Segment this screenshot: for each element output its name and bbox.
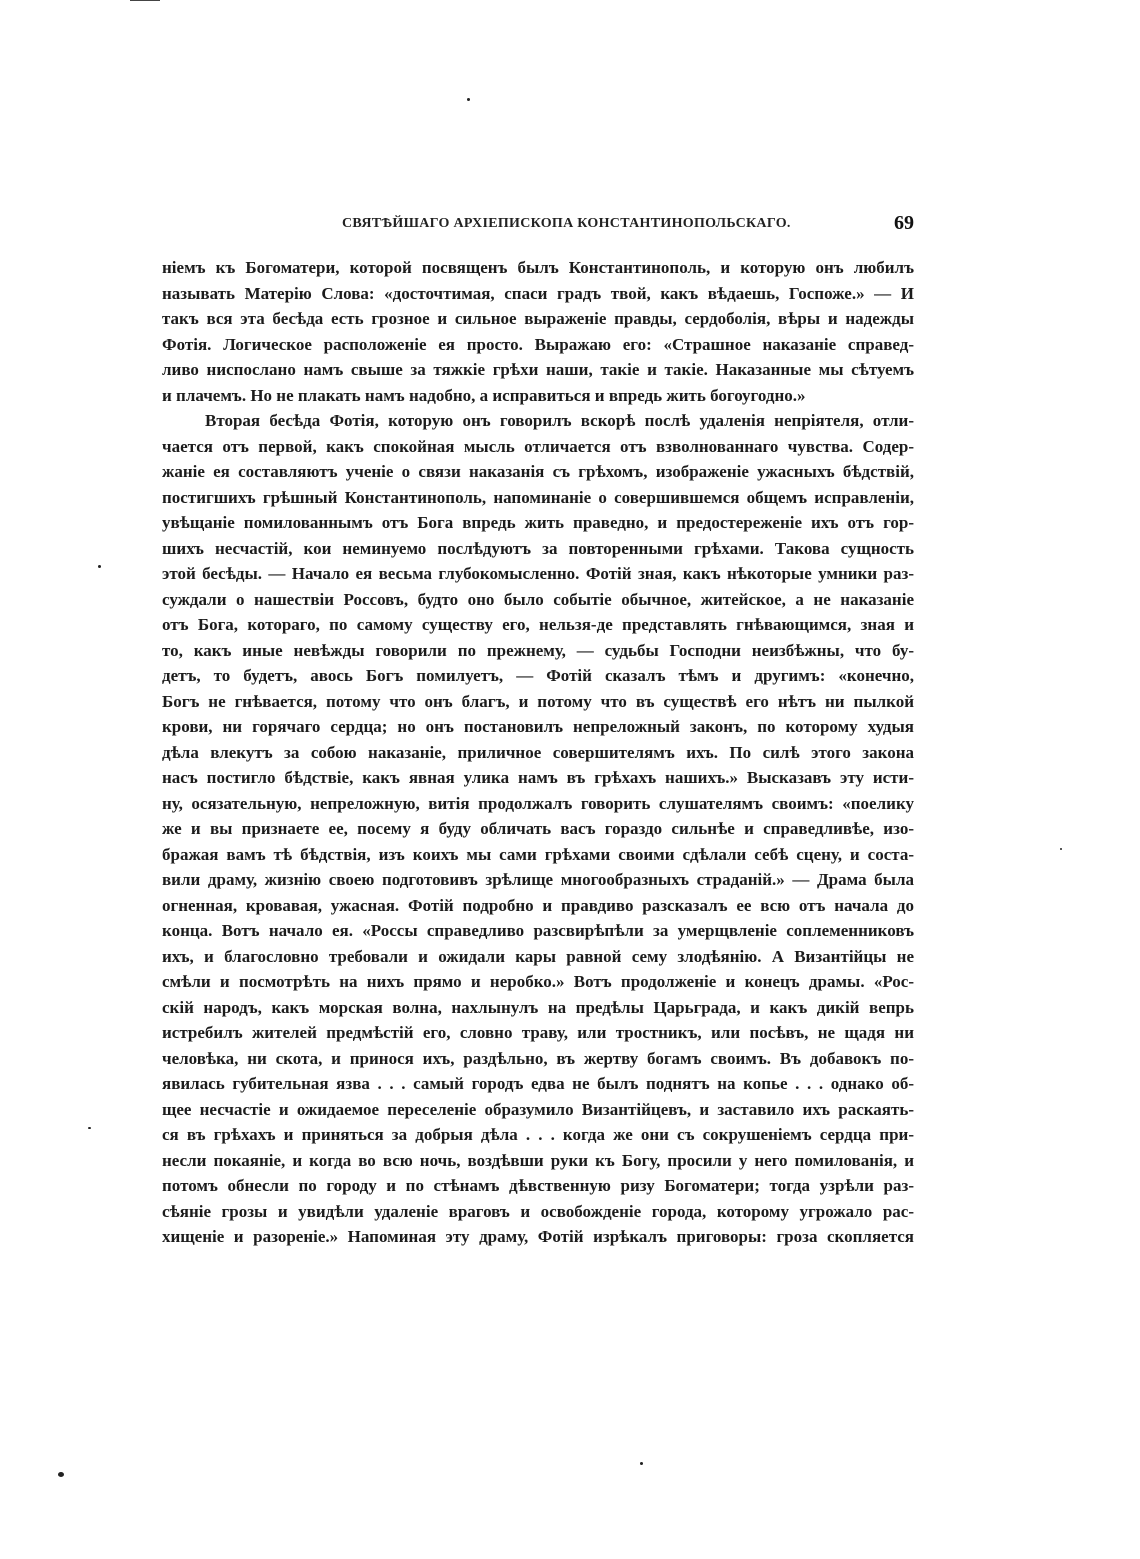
text-line: же и вы признаете ее, посему я буду обличать васъ гораздо сильнѣе и справедливѣе, изо- [162, 819, 914, 838]
text-line: то, какъ иные невѣжды говорили по прежнему, — судьбы Господни неизбѣжны, что бу- [162, 640, 914, 660]
text-line: Богъ не гнѣвается, потому что онъ благъ, и потому что въ существѣ его нѣтъ ни пылкой [162, 691, 914, 711]
text-line: щее несчастіе и ожидаемое переселеніе образумило Византійцевъ, и заставило ихъ раскаять- [162, 1099, 914, 1119]
text-line: бражая вамъ тѣ бѣдствія, изъ коихъ мы сами грѣхами своими сдѣлали себѣ сцену, и соста- [162, 844, 914, 864]
text-line: дѣла влекутъ за собою наказаніе, приличное совершителямъ ихъ. По силѣ этого закона [162, 742, 914, 762]
text-line: ихъ, и благословно требовали и ожидали кары равной сему злодѣянію. А Византійцы не [162, 946, 914, 966]
text-line: и плачемъ. Но не плакать намъ надобно, а исправиться и впредь жить богоугодно.» [162, 385, 806, 405]
page-header [162, 212, 914, 238]
text-line: ся въ грѣхахъ и приняться за добрыя дѣла . . . когда же они съ сокрушеніемъ сердца при- [162, 1125, 914, 1144]
text-line: отъ Бога, котораго, по самому существу его, нельзя-де представлять гнѣвающимся, зная и [162, 615, 914, 634]
text-line: называть Матерію Слова: «досточтимая, спаси градъ твой, какъ вѣдаешь, Госпоже.» — И [162, 283, 914, 303]
text-line: такъ вся эта бесѣда есть грозное и сильное выраженіе правды, сердоболія, вѣры и надежды [162, 309, 914, 328]
text-line: вили драму, жизнію своею подготовивъ зрѣлище многообразныхъ страданій.» — Драма была [162, 870, 914, 889]
scan-artifact-rule [130, 0, 160, 1]
text-line: конца. Вотъ начало ея. «Россы справедливо разсвирѣпѣли за умерщвленіе соплеменниковъ [162, 921, 914, 940]
text-line: смѣли и посмотрѣть на нихъ прямо и неробко.» Вотъ продолженіе и конецъ драмы. «Рос- [162, 972, 914, 991]
body-text [162, 255, 914, 1250]
scan-speck [467, 98, 470, 101]
text-line: Фотія. Логическое расположеніе ея просто. Выражаю его: «Страшное наказаніе справед- [162, 334, 914, 354]
text-line: насъ постигло бѣдствіе, какъ явная улика намъ въ грѣхахъ нашихъ.» Высказавъ эту исти- [162, 768, 914, 787]
running-title: СВЯТѢЙШАГО АРХІЕПИСКОПА КОНСТАНТИНОПОЛЬСКАГО. [342, 216, 791, 231]
text-line: детъ, то будетъ, авось Богъ помилуетъ, — Фотій сказалъ тѣмъ и другимъ: «конечно, [162, 666, 914, 685]
text-line: суждали о нашествіи Россовъ, будто оно было событіе обычное, житейское, а не наказаніе [162, 589, 914, 609]
text-line: крови, ни горячаго сердца; но онъ постановилъ непреложный законъ, по которому худыя [162, 717, 914, 736]
text-line: несли покаяніе, и когда во всю ночь, воздѣвши руки къ Богу, просили у него помилованія, и [162, 1150, 914, 1170]
text-line: сѣяніе грозы и увидѣли удаленіе враговъ и освобожденіе города, которому угрожало рас- [162, 1201, 914, 1221]
paragraph-1 [162, 255, 914, 408]
scan-speck [1060, 848, 1062, 850]
text-line: потомъ обнесли по городу и по стѣнамъ дѣвственную ризу Богоматери; тогда узрѣли раз- [162, 1176, 914, 1195]
text-line: Вторая бесѣда Фотія, которую онъ говорилъ вскорѣ послѣ удаленія непріятеля, отли- [205, 411, 914, 430]
text-line: этой бесѣды. — Начало ея весьма глубокомысленно. Фотій зная, какъ нѣкоторые умники раз- [162, 564, 914, 583]
text-line: ну, осязательную, непреложную, витія продолжалъ говорить слушателямъ своимъ: «поелику [162, 793, 914, 813]
text-line: жаніе ея составляютъ ученіе о связи наказанія съ грѣхомъ, изображеніе ужасныхъ бѣдствій, [162, 462, 914, 481]
text-line: ніемъ къ Богоматери, которой посвященъ былъ Константинополь, и которую онъ любилъ [162, 258, 914, 277]
text-line: хищеніе и разореніе.» Напоминая эту драму, Фотій изрѣкалъ приговоры: гроза скопляется [162, 1227, 914, 1246]
paragraph-2 [162, 408, 914, 1250]
scan-speck [640, 1462, 643, 1465]
scan-speck [58, 1472, 64, 1477]
text-line: шихъ несчастій, кои неминуемо послѣдуютъ за повторенными грѣхами. Такова сущность [162, 538, 914, 558]
text-line: скій народъ, какъ морская волна, нахлынулъ на предѣлы Царьграда, и какъ дикій вепрь [162, 997, 914, 1017]
text-line: увѣщаніе помилованнымъ отъ Бога впредь жить праведно, и предостереженіе ихъ отъ гор- [162, 513, 914, 532]
page-number: 69 [894, 212, 914, 234]
text-line: огненная, кровавая, ужасная. Фотій подробно и правдиво разсказалъ ее всю отъ начала до [162, 895, 914, 915]
text-line: постигшихъ грѣшный Константинополь, напоминаніе о совершившемся общемъ исправленіи, [162, 487, 914, 507]
scan-speck [98, 565, 101, 568]
scan-speck [88, 1127, 91, 1129]
text-line: явилась губительная язва . . . самый городъ едва не былъ поднятъ на копье . . . однако об- [162, 1074, 914, 1093]
text-line: истребилъ жителей предмѣстій его, словно траву, или тростникъ, или посѣвъ, не щадя ни [162, 1023, 914, 1042]
text-line: ливо ниспослано намъ свыше за тяжкіе грѣхи наши, такіе и такіе. Наказанные мы сѣтуемъ [162, 360, 914, 379]
text-line: чается отъ первой, какъ спокойная мысль отличается отъ взволнованнаго чувства. Содер- [162, 436, 914, 456]
text-line: человѣка, ни скота, и принося ихъ, раздѣльно, въ жертву богамъ своимъ. Въ добавокъ по- [162, 1048, 914, 1068]
